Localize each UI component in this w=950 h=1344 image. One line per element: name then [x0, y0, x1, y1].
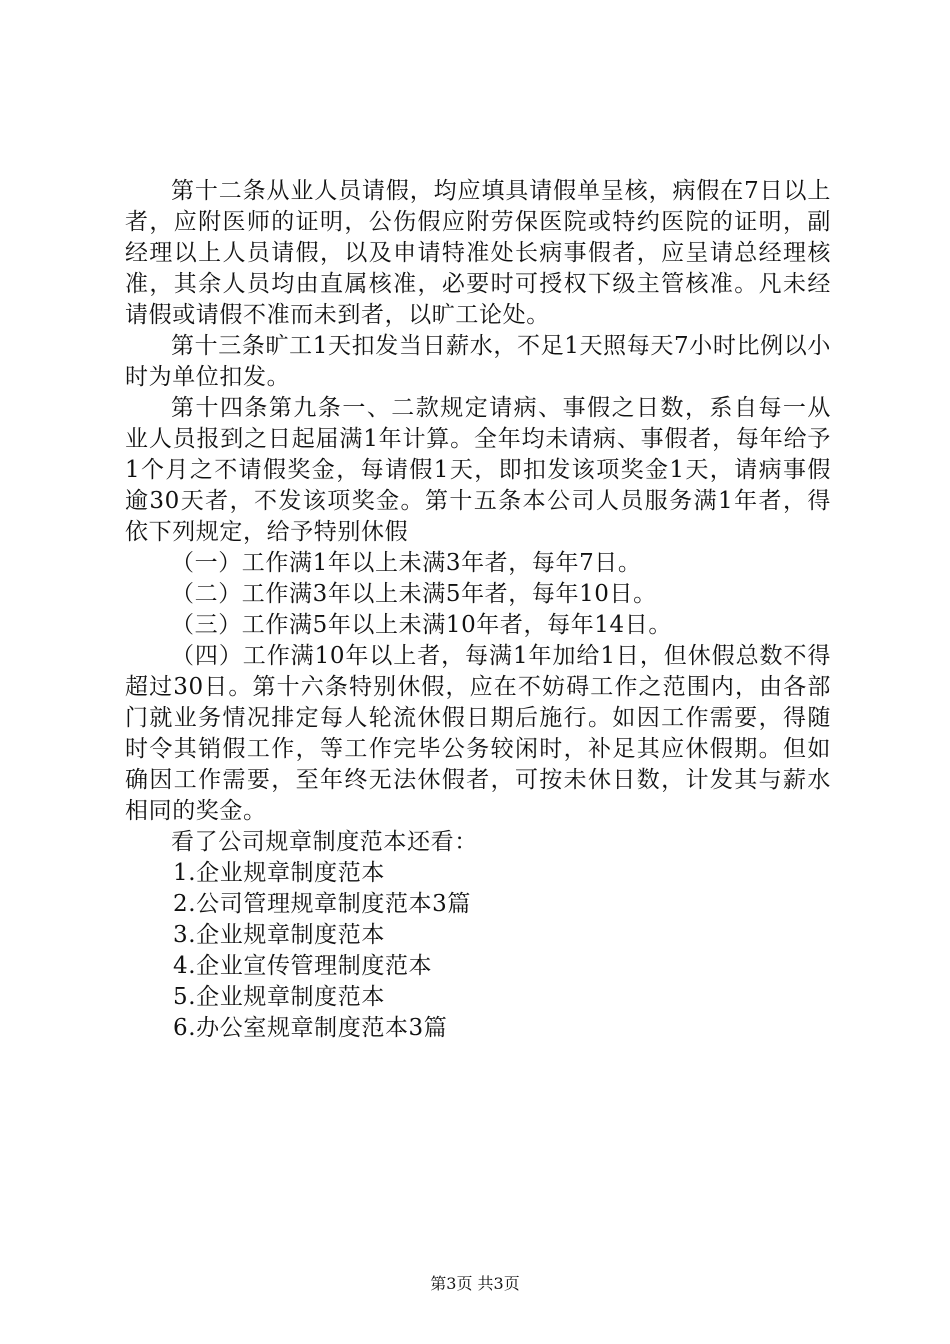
paragraph-item-3: （三）工作满5年以上未满10年者，每年14日。	[171, 612, 672, 638]
related-link[interactable]: 4.企业宣传管理制度范本	[173, 953, 433, 979]
paragraph-item-4: （四）工作满10年以上者，每满1年加给1日，但休假总数不得超过30日。第十六条特别休假，应在不妨碍工作之范围内，由各部门就业务情况排定每人轮流休假日期后施行。如因工作需要，得随时令其销假工作，等工作完毕公务较闲时，补足其应休假期。但如确因工作需要，至年终无法休假者，可按未休日数，计发其与薪水相同的奖金。	[125, 643, 831, 824]
related-link[interactable]: 6.办公室规章制度范本3篇	[173, 1015, 448, 1041]
related-link[interactable]: 2.公司管理规章制度范本3篇	[173, 891, 471, 917]
related-link[interactable]: 5.企业规章制度范本	[173, 984, 385, 1010]
paragraph-article-13: 第十三条旷工1天扣发当日薪水，不足1天照每天7小时比例以小时为单位扣发。	[125, 333, 831, 390]
paragraph-article-14: 第十四条第九条一、二款规定请病、事假之日数，系自每一从业人员报到之日起届满1年计算。全年均未请病、事假者，每年给予1个月之不请假奖金，每请假1天，即扣发该项奖金1天，请病事假逾30天者，不发该项奖金。第十五条本公司人员服务满1年者，得依下列规定，给予特别休假	[125, 395, 831, 545]
paragraph-item-1: （一）工作满1年以上未满3年者，每年7日。	[171, 550, 642, 576]
related-heading: 看了公司规章制度范本还看：	[171, 829, 478, 855]
related-link[interactable]: 3.企业规章制度范本	[173, 922, 385, 948]
page-number-footer: 第3页 共3页	[430, 1274, 520, 1293]
paragraph-article-12: 第十二条从业人员请假，均应填具请假单呈核，病假在7日以上者，应附医师的证明，公伤假应附劳保医院或特约医院的证明，副经理以上人员请假，以及申请特准处长病事假者，应呈请总经理核准，其余人员均由直属核准，必要时可授权下级主管核准。凡未经请假或请假不准而未到者，以旷工论处。	[125, 178, 831, 328]
document-body	[125, 176, 831, 1044]
paragraph-item-2: （二）工作满3年以上未满5年者，每年10日。	[171, 581, 657, 607]
related-link[interactable]: 1.企业规章制度范本	[173, 860, 385, 886]
